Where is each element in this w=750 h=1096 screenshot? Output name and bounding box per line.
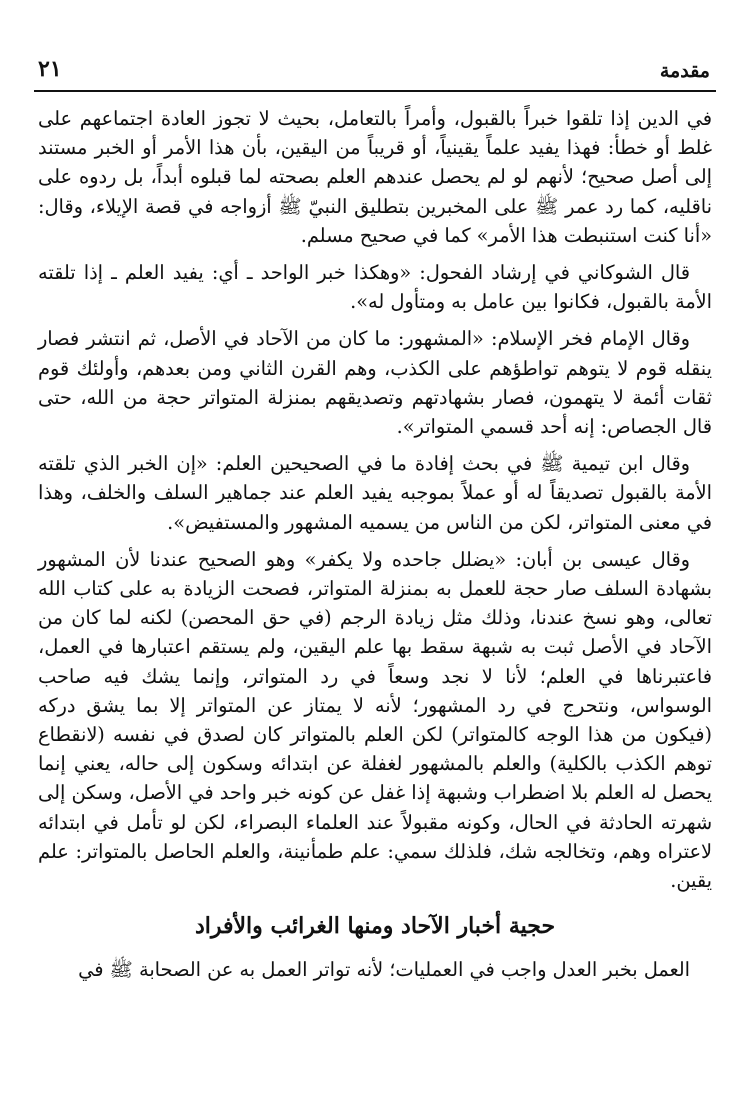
paragraph-1: في الدين إذا تلقوا خبراً بالقبول، وأمراً بالتعامل، بحيث لا تجوز العادة اجتماعهم على غلط أو خطأ: فهذا يفيد علماً يقينياً، أو قريباً من اليقين، بأن هذا الأمر أو الخبر مستند إلى أصل صحيح؛ لأنهم لو لم يحصل عندهم العلم بصحته لما قبلوه أبداً، بل ردوه على ناقليه، كما رد عمر ﷺ على المخبرين بتطليق النبيّ ﷺ أزواجه في قصة الإيلاء، وقال: «أنا كنت استنبطت هذا الأمر» كما في صحيح مسلم.	[38, 107, 712, 247]
paragraph-5: وقال عيسى بن أبان: «يضلل جاحده ولا يكفر» وهو الصحيح عندنا لأن المشهور بشهادة السلف صار حجة للعمل به بمنزلة المتواتر، فصحت الزيادة به على كتاب الله تعالى، وهو نسخ عندنا، وذلك مثل زيادة الرجم (في حق المحصن) لكنه لما كان من الآحاد في الأصل ثبت به شبهة سقط بها علم اليقين، ولم يستقم اعتبارها في العمل، فاعتبرناها في العلم؛ لأنا لا نجد وسعاً في رد المتواتر، وإنما يشك فيه صاحب الوسواس، ونتحرج في رد المشهور؛ لأنه لا يمتاز عن المتواتر إلا بما يشق دركه (فيكون من هذا الوجه كالمتواتر) لكن العلم بالمتواتر كان لصدق في نفسه (لانقطاع توهم الكذب بالكلية) والعلم بالمشهور لغفلة عن ابتدائه وسكون إلى حاله، يعني إنما يحصل له العلم بلا اضطراب وشبهة إذا غفل عن كونه خبر واحد في الأصل، وسكن إلى شهرته الحادثة في الحال، وكونه مقبولاً عند العلماء البصراء، لكن لو تأمل في ابتدائه لاعتراه وهم، وتخالجه شك، فلذلك سمي: علم طمأنينة، والعلم الحاصل بالمتواتر: علم يقين.	[38, 547, 712, 893]
paragraph-3: وقال الإمام فخر الإسلام: «المشهور: ما كان من الآحاد في الأصل، ثم انتشر فصار ينقله قوم لا يتوهم تواطؤهم على الكذب، وهم القرن الثاني ومن بعدهم، وأولئك قوم ثقات أئمة لا يتهمون، فصار بشهادتهم وتصديقهم بمنزلة المتواتر حجة من الله، حتى قال الجصاص: إنه أحد قسمي المتواتر».	[38, 327, 712, 439]
paragraph-2: قال الشوكاني في إرشاد الفحول: «وهكذا خبر الواحد ـ أي: يفيد العلم ـ إذا تلقته الأمة بالقبول، فكانوا بين عامل به ومتأول له».	[38, 261, 712, 314]
section-heading: حجية أخبار الآحاد ومنها الغرائب والأفراد	[194, 913, 556, 940]
page-header	[34, 52, 716, 92]
running-title: مقدمة	[659, 60, 710, 82]
page-number: ٢١	[38, 56, 62, 82]
paragraph-final: العمل بخبر العدل واجب في العمليات؛ لأنه تواتر العمل به عن الصحابة ﷺ في	[78, 958, 690, 982]
paragraph-4: وقال ابن تيمية ﷺ في بحث إفادة ما في الصحيحين العلم: «إن الخبر الذي تلقته الأمة بالقبول تصديقاً له أو عملاً بموجبه يفيد العلم عند جماهير السلف والخلف، وهذا في معنى المتواتر، لكن من الناس من يسميه المشهور والمستفيض».	[38, 452, 712, 534]
page-body	[38, 104, 712, 992]
